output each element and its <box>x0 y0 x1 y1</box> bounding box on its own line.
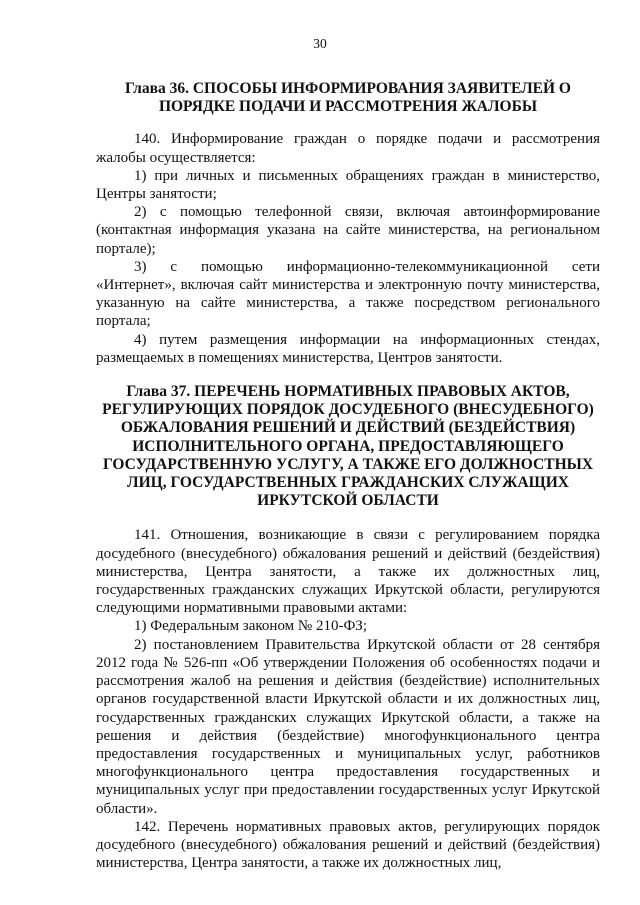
list-item-140-1: 1) при личных и письменных обращениях граждан в министерство, Центры занятости; <box>96 167 600 203</box>
list-item-140-4: 4) путем размещения информации на информационных стендах, размещаемых в помещениях министерства, Центров занятости. <box>96 331 600 366</box>
list-item-140-2: 2) с помощью телефонной связи, включая автоинформирование (контактная информация указана на сайте министерства, на региональном портале); <box>96 204 600 257</box>
chapter-37-title: Глава 37. ПЕРЕЧЕНЬ НОРМАТИВНЫХ ПРАВОВЫХ АКТОВ, РЕГУЛИРУЮЩИХ ПОРЯДОК ДОСУДЕБНОГО (ВНЕСУДЕБНОГО) ОБЖАЛОВАНИЯ РЕШЕНИЙ И ДЕЙСТВИЙ (БЕЗДЕЙСТВИЯ) ИСПОЛНИТЕЛЬНОГО ОРГАНА, ПРЕДОСТАВЛЯЮЩЕГО ГОСУДАРСТВЕННУЮ УСЛУГУ, А ТАКЖЕ ЕГО ДОЛЖНОСТНЫХ ЛИЦ, ГОСУДАРСТВЕННЫХ ГРАЖДАНСКИХ СЛУЖАЩИХ ИРКУТСКОЙ ОБЛАСТИ <box>102 383 594 510</box>
chapter-36-title: Глава 36. СПОСОБЫ ИНФОРМИРОВАНИЯ ЗАЯВИТЕЛЕЙ О ПОРЯДКЕ ПОДАЧИ И РАССМОТРЕНИЯ ЖАЛОБЫ <box>125 80 571 116</box>
list-item-140-3: 3) с помощью информационно-телекоммуникационной сети «Интернет», включая сайт министерства и электронную почту министерства, указанную на сайте министерства, а также посредством регионального портала; <box>96 258 600 330</box>
paragraph-140: 140. Информирование граждан о порядке подачи и рассмотрения жалобы осуществляется: <box>96 131 600 166</box>
chapter-36-body <box>96 130 600 367</box>
list-item-141-1: 1) Федеральным законом № 210-ФЗ; <box>134 618 367 635</box>
page-content <box>96 80 600 872</box>
paragraph-142: 142. Перечень нормативных правовых актов, регулирующих порядок досудебного (внесудебного) обжалования решений и действий (бездействия) министерства, Центра занятости, а также их должностных лиц, <box>96 818 600 872</box>
list-item-141-2: 2) постановлением Правительства Иркутской области от 28 сентября 2012 года № 526-пп «Об утверждении Положения об особенностях подачи и рассмотрения жалоб на решения и действия (бездействие) исполнительных органов государственной власти Иркутской области и их должностных лиц, государственных гражданских служащих Иркутской области, а также на решения и действия (бездействие) многофункционального центра предоставления государственных и муниципальных услуг, работников многофункционального центра предоставления государственных и муниципальных услуг при предоставлении государственных услуг Иркутской области». <box>96 636 600 817</box>
chapter-37-body <box>96 526 600 872</box>
page-number: 30 <box>313 36 327 51</box>
paragraph-141: 141. Отношения, возникающие в связи с регулированием порядка досудебного (внесудебного) обжалования решений и действий (бездействия) министерства, Центра занятости, а также их должностных лиц, государственных гражданских служащих Иркутской области, регулируются следующими нормативными правовыми актами: <box>96 527 600 617</box>
